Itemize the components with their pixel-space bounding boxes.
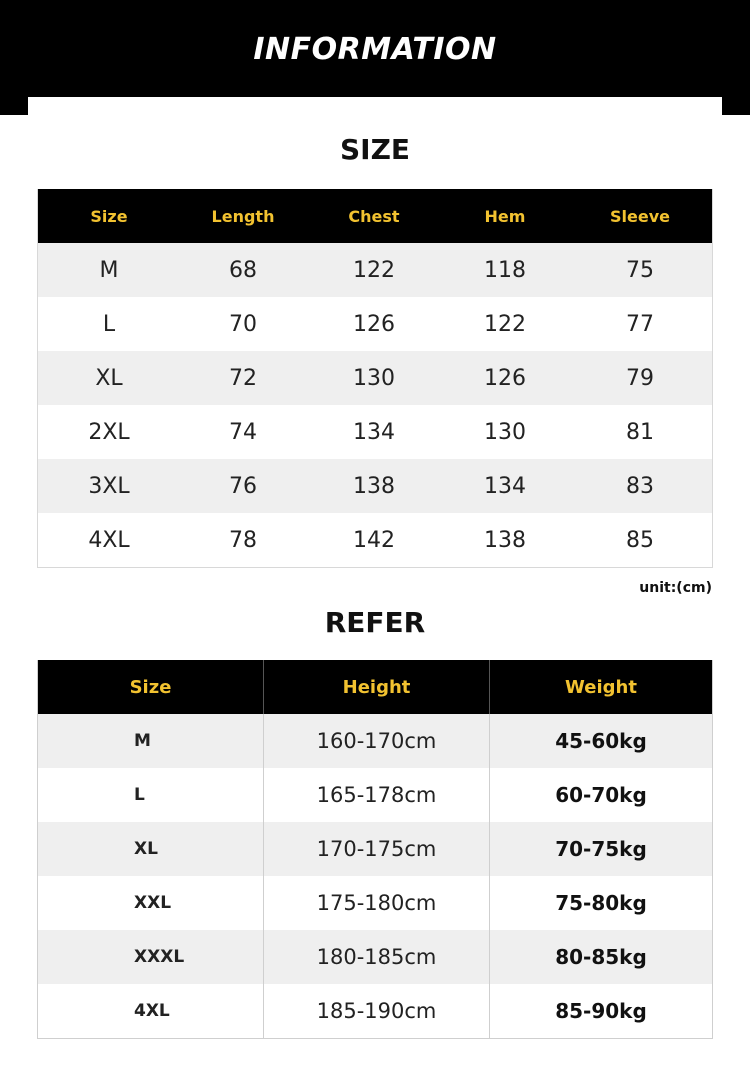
height-cell: 175-180cm bbox=[264, 876, 490, 930]
sleeve-cell: 85 bbox=[568, 513, 713, 568]
size-header-length: Length bbox=[180, 189, 306, 243]
sleeve-cell: 75 bbox=[568, 243, 713, 297]
unit-label: unit:(cm) bbox=[639, 580, 712, 596]
table-row bbox=[38, 984, 713, 1039]
size-cell: L bbox=[38, 297, 181, 351]
size-cell: XXL bbox=[38, 876, 264, 930]
size-cell: XL bbox=[38, 351, 181, 405]
size-cell: 2XL bbox=[38, 405, 181, 459]
chest-cell: 126 bbox=[306, 297, 442, 351]
size-cell: L bbox=[38, 768, 264, 822]
weight-cell: 70-75kg bbox=[490, 822, 713, 876]
weight-cell: 85-90kg bbox=[490, 984, 713, 1039]
hem-cell: 130 bbox=[442, 405, 568, 459]
size-cell: 3XL bbox=[38, 459, 181, 513]
size-cell: 4XL bbox=[38, 984, 264, 1039]
height-cell: 165-178cm bbox=[264, 768, 490, 822]
table-row bbox=[38, 768, 713, 822]
size-cell: M bbox=[38, 243, 181, 297]
length-cell: 76 bbox=[180, 459, 306, 513]
table-row bbox=[38, 243, 713, 297]
refer-table-header-row bbox=[38, 660, 713, 714]
size-table bbox=[37, 189, 713, 568]
sleeve-cell: 77 bbox=[568, 297, 713, 351]
table-row bbox=[38, 351, 713, 405]
length-cell: 78 bbox=[180, 513, 306, 568]
refer-header-size: Size bbox=[38, 660, 264, 714]
sleeve-cell: 81 bbox=[568, 405, 713, 459]
size-header-size: Size bbox=[38, 189, 181, 243]
size-cell: M bbox=[38, 714, 264, 768]
size-cell: XXXL bbox=[38, 930, 264, 984]
size-header-chest: Chest bbox=[306, 189, 442, 243]
refer-section-title: REFER bbox=[324, 606, 426, 639]
hem-cell: 118 bbox=[442, 243, 568, 297]
table-row bbox=[38, 822, 713, 876]
refer-header-height: Height bbox=[264, 660, 490, 714]
banner-title: INFORMATION bbox=[253, 32, 497, 67]
chest-cell: 122 bbox=[306, 243, 442, 297]
chest-cell: 138 bbox=[306, 459, 442, 513]
sleeve-cell: 79 bbox=[568, 351, 713, 405]
weight-cell: 80-85kg bbox=[490, 930, 713, 984]
table-row bbox=[38, 459, 713, 513]
height-cell: 170-175cm bbox=[264, 822, 490, 876]
banner-card bbox=[28, 97, 722, 137]
chest-cell: 130 bbox=[306, 351, 442, 405]
length-cell: 74 bbox=[180, 405, 306, 459]
weight-cell: 45-60kg bbox=[490, 714, 713, 768]
weight-cell: 60-70kg bbox=[490, 768, 713, 822]
height-cell: 180-185cm bbox=[264, 930, 490, 984]
table-row bbox=[38, 297, 713, 351]
chest-cell: 134 bbox=[306, 405, 442, 459]
size-section-title: SIZE bbox=[339, 133, 410, 166]
table-row bbox=[38, 930, 713, 984]
chest-cell: 142 bbox=[306, 513, 442, 568]
table-row bbox=[38, 405, 713, 459]
hem-cell: 134 bbox=[442, 459, 568, 513]
refer-header-weight: Weight bbox=[490, 660, 713, 714]
length-cell: 68 bbox=[180, 243, 306, 297]
table-row bbox=[38, 876, 713, 930]
hem-cell: 138 bbox=[442, 513, 568, 568]
height-cell: 160-170cm bbox=[264, 714, 490, 768]
refer-table bbox=[37, 660, 713, 1039]
sleeve-cell: 83 bbox=[568, 459, 713, 513]
table-row bbox=[38, 714, 713, 768]
table-row bbox=[38, 513, 713, 568]
height-cell: 185-190cm bbox=[264, 984, 490, 1039]
weight-cell: 75-80kg bbox=[490, 876, 713, 930]
size-header-sleeve: Sleeve bbox=[568, 189, 713, 243]
hem-cell: 122 bbox=[442, 297, 568, 351]
size-table-header-row bbox=[38, 189, 713, 243]
length-cell: 72 bbox=[180, 351, 306, 405]
hem-cell: 126 bbox=[442, 351, 568, 405]
length-cell: 70 bbox=[180, 297, 306, 351]
size-cell: XL bbox=[38, 822, 264, 876]
size-header-hem: Hem bbox=[442, 189, 568, 243]
size-cell: 4XL bbox=[38, 513, 181, 568]
